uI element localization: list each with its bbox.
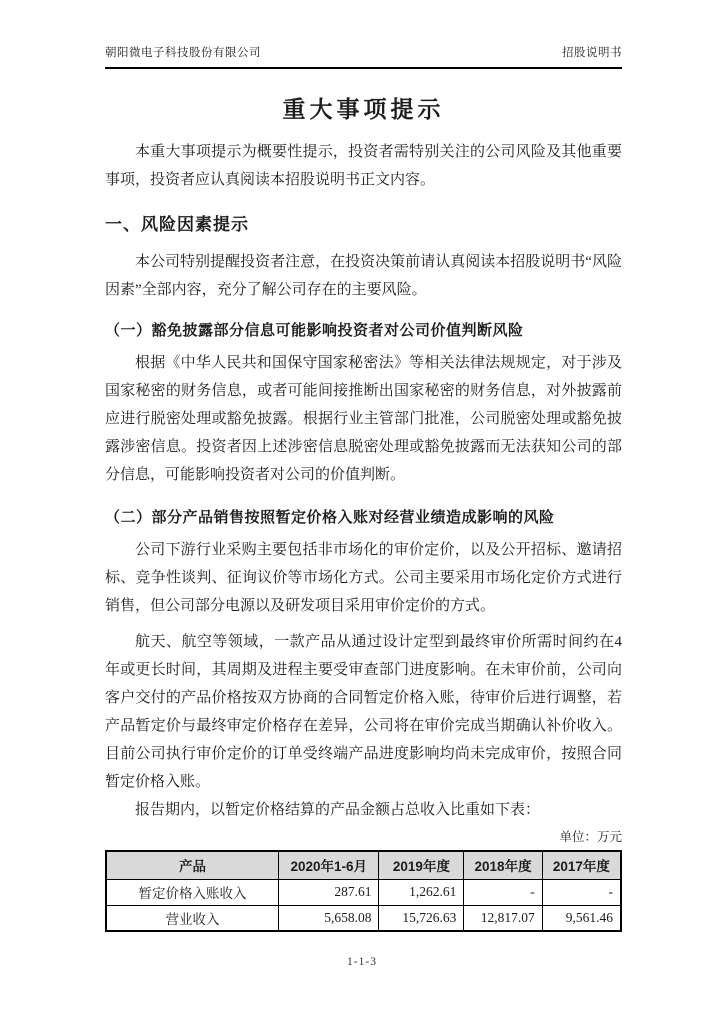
- section-1-intro: 本公司特别提醒投资者注意，在投资决策前请认真阅读本招股说明书“风险因素”全部内容，充分了解公司存在的主要风险。: [105, 254, 622, 298]
- page-title: 重大事项提示: [282, 96, 445, 122]
- column-header-2017: 2017年度: [542, 851, 621, 879]
- subsection-2-paragraph-3: 报告期内，以暂定价格结算的产品金额占总收入比重如下表：: [135, 802, 541, 818]
- cell-value: 287.61: [279, 879, 379, 905]
- header-company-name: 朝阳微电子科技股份有限公司: [105, 47, 261, 59]
- subsection-2-paragraph-1: 公司下游行业采购主要包括非市场化的审价定价，以及公开招标、邀请招标、竞争性谈判、征询议价等市场化方式。公司主要采用市场化定价方式进行销售，但公司部分电源以及研发项目采用审价定价的方式。: [105, 542, 622, 614]
- intro-paragraph: 本重大事项提示为概要性提示，投资者需特别关注的公司风险及其他重要事项，投资者应认真阅读本招股说明书正文内容。: [105, 144, 622, 188]
- section-1-heading: 一、风险因素提示: [105, 215, 249, 234]
- table-row: [106, 905, 621, 931]
- table-header-row: [106, 851, 621, 879]
- cell-value: 12,817.07: [464, 905, 542, 931]
- table-row: [106, 879, 621, 905]
- column-header-2020h1: 2020年1-6月: [279, 851, 379, 879]
- column-header-2018: 2018年度: [464, 851, 542, 879]
- cell-value: -: [464, 879, 542, 905]
- cell-value: 1,262.61: [379, 879, 464, 905]
- cell-value: 9,561.46: [542, 905, 621, 931]
- row-label-provisional-revenue: 暂定价格入账收入: [106, 879, 279, 905]
- page-header: [105, 44, 622, 69]
- subsection-1-paragraph: 根据《中华人民共和国保守国家秘密法》等相关法律法规规定，对于涉及国家秘密的财务信息，或者可能间接推断出国家秘密的财务信息，对外披露前应进行脱密处理或豁免披露。根据行业主管部门批准，公司脱密处理或豁免披露涉密信息。投资者因上述涉密信息脱密处理或豁免披露而无法获知公司的部分信息，可能影响投资者对公司的价值判断。: [105, 355, 622, 483]
- provisional-price-revenue-table: [105, 850, 622, 932]
- row-label-operating-revenue: 营业收入: [106, 905, 279, 931]
- column-header-product: 产品: [106, 851, 279, 879]
- subsection-2-heading: （二）部分产品销售按照暂定价格入账对经营业绩造成影响的风险: [105, 509, 555, 526]
- subsection-1-heading: （一）豁免披露部分信息可能影响投资者对公司价值判断风险: [105, 322, 524, 339]
- subsection-2-paragraph-2: 航天、航空等领域，一款产品从通过设计定型到最终审价所需时间约在4年或更长时间，其周期及进程主要受审查部门进度影响。在未审价前，公司向客户交付的产品价格按双方协商的合同暂定价格入账，待审价后进行调整，若产品暂定价与最终审定价格存在差异，公司将在审价完成当期确认补价收入。目前公司执行审价定价的订单受终端产品进度影响均尚未完成审价，按照合同暂定价格入账。: [105, 634, 622, 790]
- column-header-2019: 2019年度: [379, 851, 464, 879]
- header-doc-type: 招股说明书: [562, 47, 622, 59]
- table-unit-label: 单位：万元: [559, 830, 622, 844]
- cell-value: -: [542, 879, 621, 905]
- page-number: 1-1-3: [347, 956, 377, 968]
- cell-value: 15,726.63: [379, 905, 464, 931]
- cell-value: 5,658.08: [279, 905, 379, 931]
